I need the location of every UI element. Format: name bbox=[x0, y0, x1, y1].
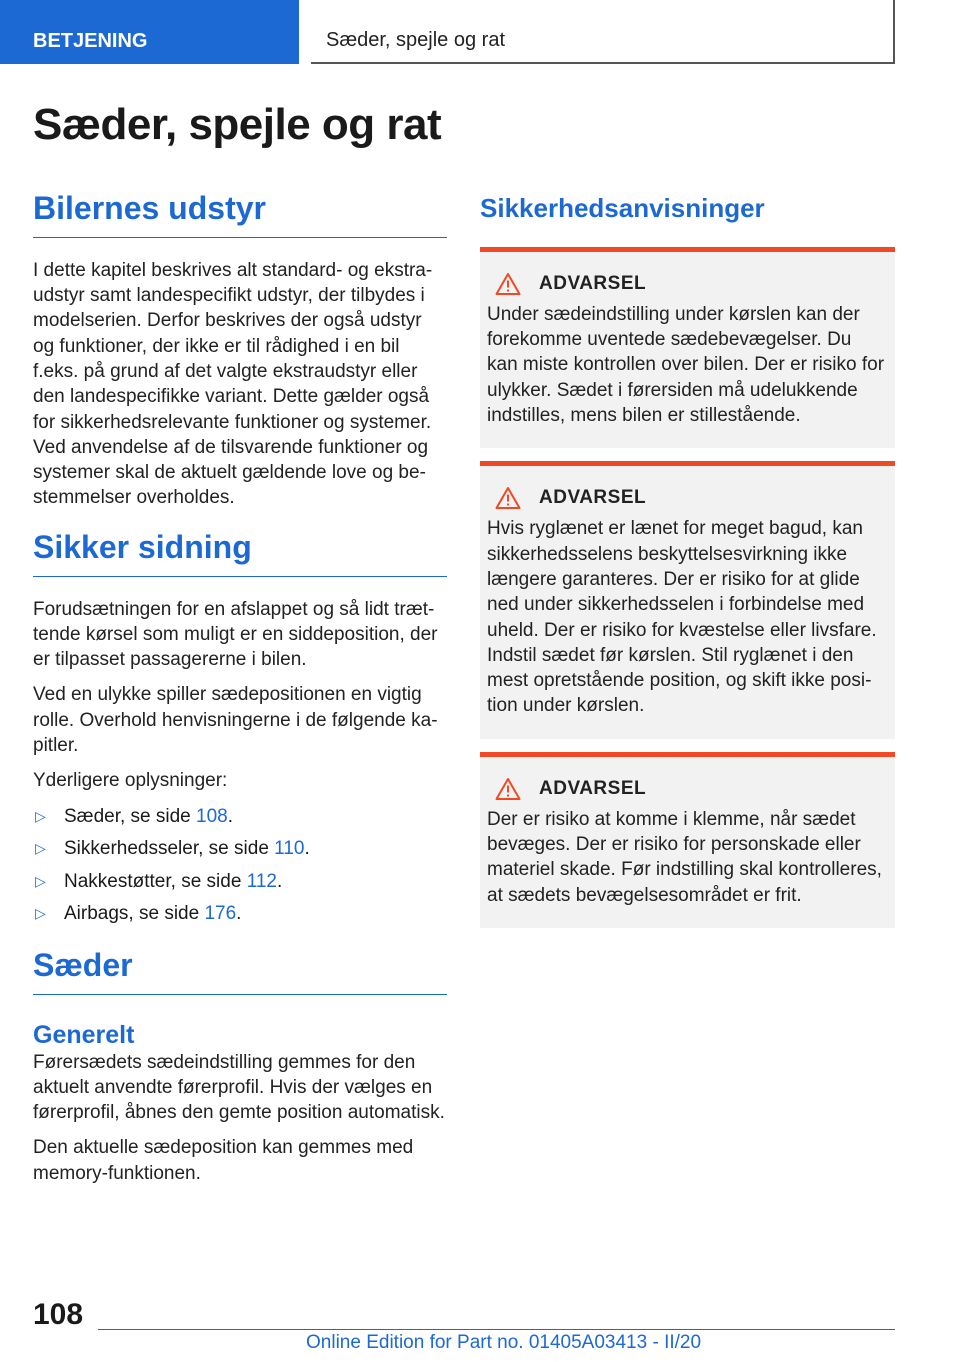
section-tab: BETJENING bbox=[0, 0, 299, 64]
heading-safety-instructions: Sikkerhedsanvisninger bbox=[480, 193, 765, 223]
warning-triangle-icon bbox=[495, 486, 521, 510]
list-item-text: Nakkestøtter, se side bbox=[64, 870, 247, 892]
reference-list bbox=[33, 804, 447, 927]
safe-seating-text-3: Yderligere oplysninger: bbox=[33, 770, 228, 792]
seats-text-2: Den aktuelle sædeposition kan gemmes med memory-funktionen. bbox=[33, 1137, 414, 1184]
left-column bbox=[33, 190, 447, 1196]
list-item bbox=[33, 869, 447, 894]
warning-title: ADVARSEL bbox=[539, 487, 647, 509]
chapter-header: Sæder, spejle og rat bbox=[311, 0, 895, 64]
arrow-icon: ▷ bbox=[35, 872, 46, 889]
page-title: Sæder, spejle og rat bbox=[33, 100, 442, 149]
arrow-icon: ▷ bbox=[35, 905, 46, 922]
heading-equipment: Bilernes udstyr bbox=[33, 190, 447, 238]
list-item-text: Sikkerhedsseler, se side bbox=[64, 838, 275, 860]
list-item-end: . bbox=[304, 838, 310, 860]
warning-box bbox=[480, 461, 895, 738]
warning-box bbox=[480, 752, 895, 928]
list-item-end: . bbox=[276, 870, 283, 892]
subheading-general: Generelt bbox=[33, 1020, 135, 1049]
list-item-end: . bbox=[236, 903, 242, 925]
list-item bbox=[33, 804, 447, 829]
warning-title: ADVARSEL bbox=[539, 272, 647, 294]
safe-seating-text-1: Forudsætningen for en afslappet og så lidt trættende kørsel som muligt er en siddeposition, der er tilpasset passagererne i bilen. bbox=[33, 598, 438, 671]
list-item bbox=[33, 901, 447, 926]
equipment-text: I dette kapitel beskrives alt standard- og ekstraudstyr samt landespecifikt udstyr, der tilbydes i modelserien. Derfor beskrives der også udstyr og funktioner, der ikke er til rådighed i en bil f.eks. på grund af det valgte ekstraudstyr eller den landespecifikke variant. Dette gælder også for sikkerhedsrelevante funktioner og systemer. Ved anvendelse af de tilsvarende funktioner og systemer skal de aktuelt gældende love og bestemmelser overholdes. bbox=[33, 259, 433, 509]
safe-seating-text-2: Ved en ulykke spiller sædepositionen en vigtig rolle. Overhold henvisningerne i de følgende kapitler. bbox=[33, 684, 438, 757]
warning-text: Hvis ryglænet er lænet for meget bagud, kan sikkerhedsselens beskyttelsesvirkning ikke længere garanteres. Der er risiko for at glide ned under sikkerhedsselen i forbindelse med uheld. Der er risiko for kvæstelse eller livsfare. Indstil sædet før kørslen. Stil ryglænet i den mest opretstående position, og skift ikke position under kørslen. bbox=[487, 518, 877, 717]
page-link[interactable]: 112 bbox=[246, 870, 277, 892]
seats-text-1: Førersædets sædeindstilling gemmes for den aktuelt anvendte førerprofil. Hvis der vælges en førerprofil, åbnes den gemte position automatisk. bbox=[33, 1051, 445, 1124]
page-link[interactable]: 176 bbox=[204, 903, 237, 925]
warning-triangle-icon bbox=[495, 777, 521, 801]
page-number: 108 bbox=[33, 1298, 84, 1331]
list-item-text: Sæder, se side bbox=[64, 805, 197, 827]
warning-text: Under sædeindstilling under kørslen kan der forekomme uventede sædebevægelser. Du kan miste kontrollen over bilen. Der er risiko for ulykker. Sædet i førersiden må udelukkende indstilles, mens bilen er stillestående. bbox=[487, 303, 885, 427]
arrow-icon: ▷ bbox=[35, 840, 46, 857]
list-item-end: . bbox=[227, 805, 234, 827]
warning-title: ADVARSEL bbox=[539, 777, 647, 799]
page-link[interactable]: 108 bbox=[196, 805, 228, 827]
heading-seats: Sæder bbox=[33, 947, 447, 995]
arrow-icon: ▷ bbox=[35, 807, 46, 824]
right-column bbox=[480, 190, 895, 941]
warning-box bbox=[480, 247, 895, 448]
heading-safe-seating: Sikker sidning bbox=[33, 529, 447, 577]
list-item bbox=[33, 836, 447, 861]
list-item-text: Airbags, se side bbox=[64, 903, 205, 925]
warning-text: Der er risiko at komme i klemme, når sædet bevæges. Der er risiko for personskade eller materiel skade. Før indstilling skal kontrolleres, at sædets bevægelsesområdet er frit. bbox=[487, 808, 882, 906]
footer-edition: Online Edition for Part no. 01405A03413 - II/20 bbox=[306, 1332, 702, 1353]
page-link[interactable]: 110 bbox=[274, 838, 305, 860]
warning-triangle-icon bbox=[495, 272, 521, 296]
footer-divider bbox=[98, 1329, 895, 1330]
